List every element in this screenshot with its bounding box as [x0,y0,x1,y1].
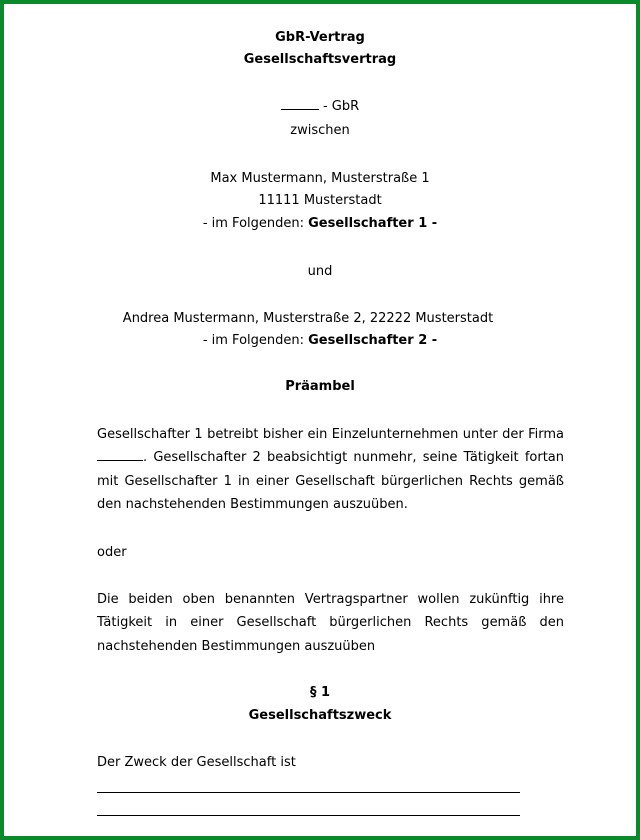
purpose-blank-line-2 [97,815,520,816]
partner2-designation-line [0,333,640,349]
alternative-paragraph [97,588,564,658]
partner2-name-address: Andrea Mustermann, Musterstraße 2, 22222 Musterstadt [122,311,494,326]
partner1-city: 11111 Musterstadt [258,193,382,208]
document-title: GbR-Vertrag [275,30,365,45]
section1-text: Der Zweck der Gesellschaft ist [97,755,296,770]
preamble-line-with-blank [97,446,564,469]
alternative-line: Die beiden oben benannten Vertragspartner wollen zukünftig ihre [97,592,564,607]
preamble-line: Gesellschafter 1 betreibt bisher ein Einzelunternehmen unter der Firma [97,427,564,442]
partner2-designation-prefix: - im Folgenden: [202,333,309,348]
and-text: und [307,264,333,279]
preamble-line-text: . Gesellschafter 2 beabsichtigt nunmehr, seine Tätigkeit fortan [143,450,564,466]
gbr-name-blank [281,108,319,110]
partner1-designation-prefix: - im Folgenden: [202,216,309,231]
preamble-heading: Präambel [285,379,355,394]
partner1-designation-line [0,216,640,232]
between-text: zwischen [290,123,350,138]
partner2-designation: Gesellschafter 2 - [308,333,438,348]
or-text: oder [97,545,127,560]
preamble-line: den nachstehenden Bestimmungen auszuüben. [97,496,408,512]
partner1-name-address: Max Mustermann, Musterstraße 1 [210,171,430,186]
alternative-line: nachstehenden Bestimmungen auszuüben [97,638,376,654]
purpose-blank-line-1 [97,792,520,793]
partner1-designation: Gesellschafter 1 - [308,216,438,231]
section1-title: Gesellschaftszweck [248,708,392,723]
firm-name-blank [97,459,143,461]
alternative-line: Tätigkeit in einer Gesellschaft bürgerlichen Rechts gemäß den [97,615,564,631]
section1-number: § 1 [309,685,331,700]
document-subtitle: Gesellschaftsvertrag [243,52,397,67]
preamble-paragraph [97,423,564,516]
gbr-suffix: - GbR [322,99,360,114]
gbr-name-line [0,99,640,115]
preamble-line: mit Gesellschafter 1 in einer Gesellschaft bürgerlichen Rechts gemäß [97,473,564,489]
